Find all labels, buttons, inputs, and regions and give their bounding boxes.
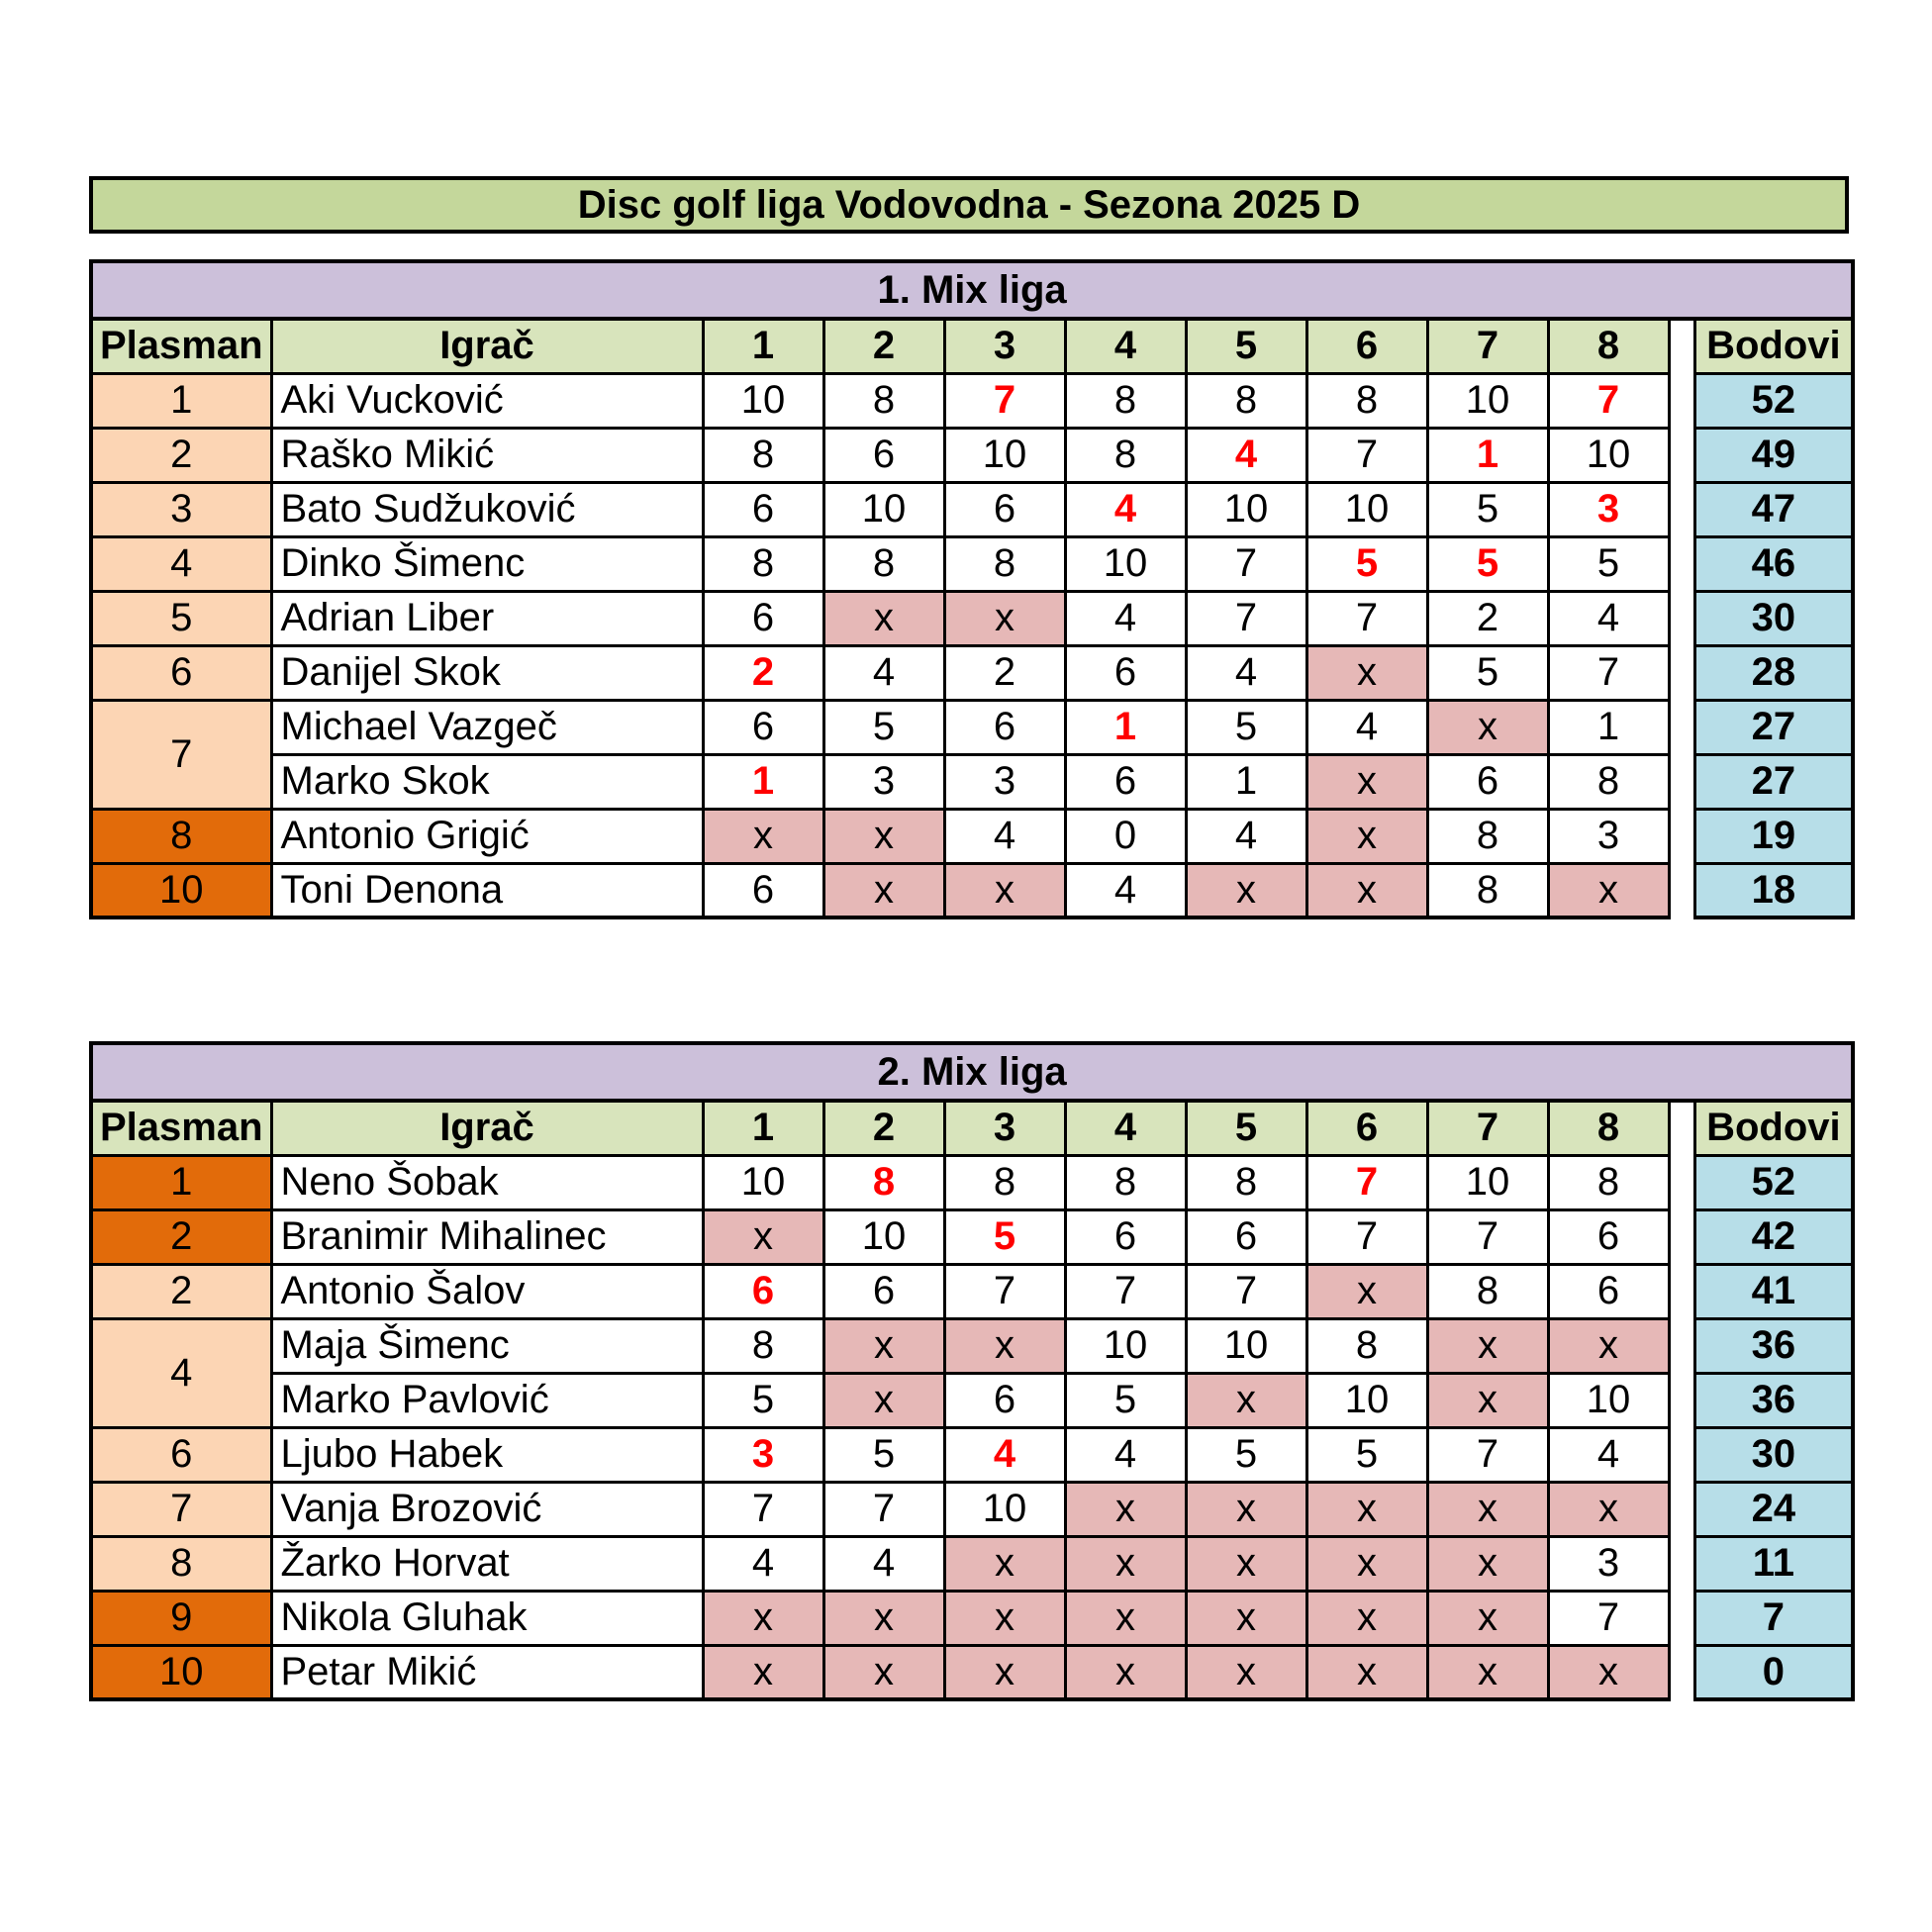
score-round-7: x (1427, 1482, 1548, 1536)
score-round-7: x (1427, 1591, 1548, 1645)
score-round-8: x (1548, 1318, 1669, 1373)
score-round-3: 8 (944, 536, 1065, 591)
score-round-4: x (1065, 1482, 1186, 1536)
score-round-2: 8 (823, 1155, 944, 1209)
score-round-8: 8 (1548, 754, 1669, 809)
score-round-3: 5 (944, 1209, 1065, 1264)
table-row (91, 1536, 1853, 1591)
score-round-7: 7 (1427, 1427, 1548, 1482)
score-round-6: x (1306, 1536, 1427, 1591)
points-cell: 46 (1694, 536, 1853, 591)
score-round-5: 10 (1186, 1318, 1306, 1373)
score-round-4: 6 (1065, 754, 1186, 809)
score-round-4: 0 (1065, 809, 1186, 863)
column-gap (1669, 1209, 1694, 1264)
column-gap (1669, 645, 1694, 700)
points-cell: 27 (1694, 754, 1853, 809)
score-round-5: 7 (1186, 591, 1306, 645)
points-cell: 42 (1694, 1209, 1853, 1264)
column-gap (1669, 1645, 1694, 1699)
score-round-7: 8 (1427, 809, 1548, 863)
page-title: Disc golf liga Vodovodna - Sezona 2025 D (89, 176, 1849, 234)
score-round-5: 4 (1186, 645, 1306, 700)
player-name: Antonio Šalov (271, 1264, 703, 1318)
score-round-4: 6 (1065, 1209, 1186, 1264)
column-gap (1669, 1591, 1694, 1645)
rank-cell: 2 (91, 1264, 271, 1318)
header-round-2: 2 (823, 1101, 944, 1155)
score-round-8: 7 (1548, 1591, 1669, 1645)
header-round-3: 3 (944, 319, 1065, 373)
player-name: Vanja Brozović (271, 1482, 703, 1536)
league-table-1 (89, 259, 1855, 919)
score-round-8: 8 (1548, 1155, 1669, 1209)
score-round-5: x (1186, 1482, 1306, 1536)
header-rank: Plasman (91, 319, 271, 373)
score-round-6: x (1306, 754, 1427, 809)
score-round-1: 2 (703, 645, 823, 700)
header-round-7: 7 (1427, 1101, 1548, 1155)
score-round-6: x (1306, 1264, 1427, 1318)
score-round-7: 10 (1427, 373, 1548, 428)
rank-cell: 6 (91, 1427, 271, 1482)
header-round-8: 8 (1548, 1101, 1669, 1155)
points-cell: 52 (1694, 1155, 1853, 1209)
score-round-5: 4 (1186, 428, 1306, 482)
rank-cell: 1 (91, 1155, 271, 1209)
league-table-2 (89, 1041, 1855, 1701)
points-cell: 30 (1694, 1427, 1853, 1482)
column-gap (1669, 1536, 1694, 1591)
score-round-8: 3 (1548, 482, 1669, 536)
score-round-5: 5 (1186, 700, 1306, 754)
score-round-7: x (1427, 1536, 1548, 1591)
score-round-2: 5 (823, 1427, 944, 1482)
score-round-5: 6 (1186, 1209, 1306, 1264)
score-round-6: x (1306, 863, 1427, 918)
score-round-3: x (944, 863, 1065, 918)
score-round-8: 3 (1548, 809, 1669, 863)
table-row (91, 1318, 1853, 1373)
score-round-2: 4 (823, 1536, 944, 1591)
table-row (91, 863, 1853, 918)
table-row (91, 1264, 1853, 1318)
score-round-8: 4 (1548, 591, 1669, 645)
score-round-8: 10 (1548, 1373, 1669, 1427)
score-round-2: x (823, 809, 944, 863)
table-row (91, 754, 1853, 809)
rank-cell: 1 (91, 373, 271, 428)
table-row (91, 1427, 1853, 1482)
rank-cell: 2 (91, 428, 271, 482)
score-round-2: 8 (823, 373, 944, 428)
score-round-1: 3 (703, 1427, 823, 1482)
score-round-1: 6 (703, 863, 823, 918)
score-round-6: 4 (1306, 700, 1427, 754)
points-cell: 24 (1694, 1482, 1853, 1536)
score-round-2: 3 (823, 754, 944, 809)
score-round-8: x (1548, 1645, 1669, 1699)
header-player: Igrač (271, 319, 703, 373)
rank-cell: 3 (91, 482, 271, 536)
points-cell: 11 (1694, 1536, 1853, 1591)
score-round-6: 7 (1306, 1155, 1427, 1209)
score-round-7: 5 (1427, 536, 1548, 591)
score-round-1: 8 (703, 428, 823, 482)
points-cell: 41 (1694, 1264, 1853, 1318)
score-round-1: 8 (703, 1318, 823, 1373)
score-round-4: 8 (1065, 428, 1186, 482)
score-round-5: x (1186, 1591, 1306, 1645)
score-round-2: 4 (823, 645, 944, 700)
player-name: Žarko Horvat (271, 1536, 703, 1591)
header-round-4: 4 (1065, 319, 1186, 373)
score-round-1: 10 (703, 1155, 823, 1209)
player-name: Ljubo Habek (271, 1427, 703, 1482)
rank-cell: 8 (91, 809, 271, 863)
score-round-2: x (823, 591, 944, 645)
score-round-3: 8 (944, 1155, 1065, 1209)
score-round-5: 7 (1186, 1264, 1306, 1318)
table-row (91, 1155, 1853, 1209)
score-round-3: 3 (944, 754, 1065, 809)
score-round-3: 4 (944, 809, 1065, 863)
rank-cell: 6 (91, 645, 271, 700)
header-round-1: 1 (703, 1101, 823, 1155)
column-gap (1669, 1264, 1694, 1318)
table-row (91, 1209, 1853, 1264)
score-round-3: 6 (944, 1373, 1065, 1427)
table-row (91, 591, 1853, 645)
score-round-8: 7 (1548, 373, 1669, 428)
score-round-4: 10 (1065, 1318, 1186, 1373)
rank-cell: 5 (91, 591, 271, 645)
score-round-8: 7 (1548, 645, 1669, 700)
score-round-8: 1 (1548, 700, 1669, 754)
player-name: Antonio Grigić (271, 809, 703, 863)
player-name: Adrian Liber (271, 591, 703, 645)
column-gap (1669, 809, 1694, 863)
rank-cell: 2 (91, 1209, 271, 1264)
table-row (91, 700, 1853, 754)
player-name: Petar Mikić (271, 1645, 703, 1699)
score-round-5: 8 (1186, 373, 1306, 428)
column-gap (1669, 482, 1694, 536)
table-row (91, 1482, 1853, 1536)
player-name: Raško Mikić (271, 428, 703, 482)
score-round-6: 7 (1306, 428, 1427, 482)
rank-cell: 10 (91, 863, 271, 918)
score-round-2: 5 (823, 700, 944, 754)
score-round-5: 7 (1186, 536, 1306, 591)
score-round-7: x (1427, 1645, 1548, 1699)
score-round-6: x (1306, 645, 1427, 700)
score-round-7: 7 (1427, 1209, 1548, 1264)
column-gap (1669, 428, 1694, 482)
score-round-7: x (1427, 1373, 1548, 1427)
player-name: Neno Šobak (271, 1155, 703, 1209)
column-gap (1669, 700, 1694, 754)
score-round-4: x (1065, 1591, 1186, 1645)
score-round-2: 6 (823, 1264, 944, 1318)
score-round-2: 8 (823, 536, 944, 591)
score-round-7: 8 (1427, 863, 1548, 918)
score-round-7: 6 (1427, 754, 1548, 809)
score-round-8: x (1548, 1482, 1669, 1536)
score-round-2: 10 (823, 1209, 944, 1264)
score-round-2: x (823, 1645, 944, 1699)
score-round-6: 7 (1306, 1209, 1427, 1264)
player-name: Aki Vucković (271, 373, 703, 428)
score-round-5: x (1186, 863, 1306, 918)
score-round-4: 8 (1065, 1155, 1186, 1209)
score-round-5: x (1186, 1645, 1306, 1699)
column-gap (1669, 1427, 1694, 1482)
points-cell: 47 (1694, 482, 1853, 536)
points-cell: 27 (1694, 700, 1853, 754)
score-round-8: 10 (1548, 428, 1669, 482)
score-round-3: 10 (944, 428, 1065, 482)
score-round-2: x (823, 1591, 944, 1645)
table-row (91, 645, 1853, 700)
score-round-4: 10 (1065, 536, 1186, 591)
score-round-7: 2 (1427, 591, 1548, 645)
table-row (91, 1645, 1853, 1699)
score-round-2: 10 (823, 482, 944, 536)
score-round-2: 6 (823, 428, 944, 482)
score-round-2: x (823, 863, 944, 918)
score-round-4: 4 (1065, 482, 1186, 536)
score-round-5: 5 (1186, 1427, 1306, 1482)
score-round-3: 6 (944, 700, 1065, 754)
score-round-1: x (703, 1645, 823, 1699)
score-round-4: x (1065, 1536, 1186, 1591)
score-round-6: 8 (1306, 373, 1427, 428)
score-round-3: 10 (944, 1482, 1065, 1536)
score-round-5: 10 (1186, 482, 1306, 536)
score-round-3: 7 (944, 1264, 1065, 1318)
score-round-1: 1 (703, 754, 823, 809)
score-round-3: 6 (944, 482, 1065, 536)
rank-cell: 4 (91, 536, 271, 591)
points-cell: 18 (1694, 863, 1853, 918)
score-round-3: 4 (944, 1427, 1065, 1482)
points-cell: 0 (1694, 1645, 1853, 1699)
score-round-1: 10 (703, 373, 823, 428)
column-gap (1669, 1482, 1694, 1536)
score-round-6: 8 (1306, 1318, 1427, 1373)
header-round-7: 7 (1427, 319, 1548, 373)
score-round-1: 6 (703, 700, 823, 754)
points-cell: 36 (1694, 1318, 1853, 1373)
score-round-3: x (944, 1645, 1065, 1699)
points-cell: 36 (1694, 1373, 1853, 1427)
score-round-3: x (944, 1318, 1065, 1373)
points-cell: 19 (1694, 809, 1853, 863)
score-round-6: 10 (1306, 1373, 1427, 1427)
score-round-4: 8 (1065, 373, 1186, 428)
header-round-8: 8 (1548, 319, 1669, 373)
player-name: Marko Skok (271, 754, 703, 809)
rank-cell: 7 (91, 1482, 271, 1536)
column-gap (1669, 1155, 1694, 1209)
score-round-7: 10 (1427, 1155, 1548, 1209)
league-title: 1. Mix liga (91, 261, 1853, 319)
rank-cell: 8 (91, 1536, 271, 1591)
table-row (91, 428, 1853, 482)
score-round-6: x (1306, 1482, 1427, 1536)
score-round-8: 6 (1548, 1264, 1669, 1318)
score-round-6: 5 (1306, 536, 1427, 591)
player-name: Danijel Skok (271, 645, 703, 700)
player-name: Dinko Šimenc (271, 536, 703, 591)
column-gap (1669, 1373, 1694, 1427)
score-round-7: 5 (1427, 645, 1548, 700)
score-round-8: 5 (1548, 536, 1669, 591)
player-name: Branimir Mihalinec (271, 1209, 703, 1264)
score-round-8: 4 (1548, 1427, 1669, 1482)
score-round-6: x (1306, 1645, 1427, 1699)
points-cell: 30 (1694, 591, 1853, 645)
header-round-3: 3 (944, 1101, 1065, 1155)
score-round-2: 7 (823, 1482, 944, 1536)
player-name: Marko Pavlović (271, 1373, 703, 1427)
score-round-6: 10 (1306, 482, 1427, 536)
points-cell: 28 (1694, 645, 1853, 700)
header-round-5: 5 (1186, 319, 1306, 373)
score-round-8: 3 (1548, 1536, 1669, 1591)
score-round-2: x (823, 1373, 944, 1427)
score-round-1: x (703, 1591, 823, 1645)
header-round-6: 6 (1306, 319, 1427, 373)
header-round-2: 2 (823, 319, 944, 373)
score-round-6: x (1306, 1591, 1427, 1645)
column-gap (1669, 1318, 1694, 1373)
score-round-7: x (1427, 700, 1548, 754)
rank-cell: 4 (91, 1318, 271, 1427)
column-gap (1669, 1101, 1694, 1155)
table-row (91, 809, 1853, 863)
column-gap (1669, 536, 1694, 591)
header-round-5: 5 (1186, 1101, 1306, 1155)
points-cell: 52 (1694, 373, 1853, 428)
score-round-2: x (823, 1318, 944, 1373)
score-round-1: 7 (703, 1482, 823, 1536)
points-cell: 49 (1694, 428, 1853, 482)
column-gap (1669, 591, 1694, 645)
score-round-7: x (1427, 1318, 1548, 1373)
score-round-4: 6 (1065, 645, 1186, 700)
score-round-1: x (703, 809, 823, 863)
rank-cell: 9 (91, 1591, 271, 1645)
score-round-6: x (1306, 809, 1427, 863)
score-round-7: 5 (1427, 482, 1548, 536)
score-round-5: 1 (1186, 754, 1306, 809)
score-round-4: 4 (1065, 591, 1186, 645)
column-gap (1669, 319, 1694, 373)
player-name: Bato Sudžuković (271, 482, 703, 536)
score-round-4: 7 (1065, 1264, 1186, 1318)
score-round-1: 8 (703, 536, 823, 591)
score-round-7: 8 (1427, 1264, 1548, 1318)
score-round-4: x (1065, 1645, 1186, 1699)
score-round-3: x (944, 591, 1065, 645)
header-rank: Plasman (91, 1101, 271, 1155)
column-gap (1669, 863, 1694, 918)
score-round-4: 4 (1065, 863, 1186, 918)
score-round-4: 1 (1065, 700, 1186, 754)
score-round-1: 6 (703, 482, 823, 536)
score-round-3: x (944, 1591, 1065, 1645)
score-round-6: 7 (1306, 591, 1427, 645)
score-round-1: 5 (703, 1373, 823, 1427)
score-round-1: x (703, 1209, 823, 1264)
score-round-8: x (1548, 863, 1669, 918)
header-player: Igrač (271, 1101, 703, 1155)
score-round-5: x (1186, 1536, 1306, 1591)
score-round-4: 5 (1065, 1373, 1186, 1427)
table-row (91, 482, 1853, 536)
header-round-4: 4 (1065, 1101, 1186, 1155)
header-round-6: 6 (1306, 1101, 1427, 1155)
table-row (91, 1373, 1853, 1427)
player-name: Nikola Gluhak (271, 1591, 703, 1645)
score-round-6: 5 (1306, 1427, 1427, 1482)
points-cell: 7 (1694, 1591, 1853, 1645)
table-row (91, 536, 1853, 591)
player-name: Toni Denona (271, 863, 703, 918)
header-points: Bodovi (1694, 319, 1853, 373)
column-gap (1669, 754, 1694, 809)
rank-cell: 10 (91, 1645, 271, 1699)
table-row (91, 1591, 1853, 1645)
header-round-1: 1 (703, 319, 823, 373)
score-round-8: 6 (1548, 1209, 1669, 1264)
score-round-1: 4 (703, 1536, 823, 1591)
score-round-5: x (1186, 1373, 1306, 1427)
league-title: 2. Mix liga (91, 1043, 1853, 1101)
column-gap (1669, 373, 1694, 428)
score-round-4: 4 (1065, 1427, 1186, 1482)
score-round-7: 1 (1427, 428, 1548, 482)
player-name: Maja Šimenc (271, 1318, 703, 1373)
score-round-5: 4 (1186, 809, 1306, 863)
table-row (91, 373, 1853, 428)
score-round-5: 8 (1186, 1155, 1306, 1209)
rank-cell: 7 (91, 700, 271, 809)
header-points: Bodovi (1694, 1101, 1853, 1155)
score-round-3: x (944, 1536, 1065, 1591)
score-round-1: 6 (703, 591, 823, 645)
player-name: Michael Vazgeč (271, 700, 703, 754)
score-round-1: 6 (703, 1264, 823, 1318)
score-round-3: 2 (944, 645, 1065, 700)
score-round-3: 7 (944, 373, 1065, 428)
